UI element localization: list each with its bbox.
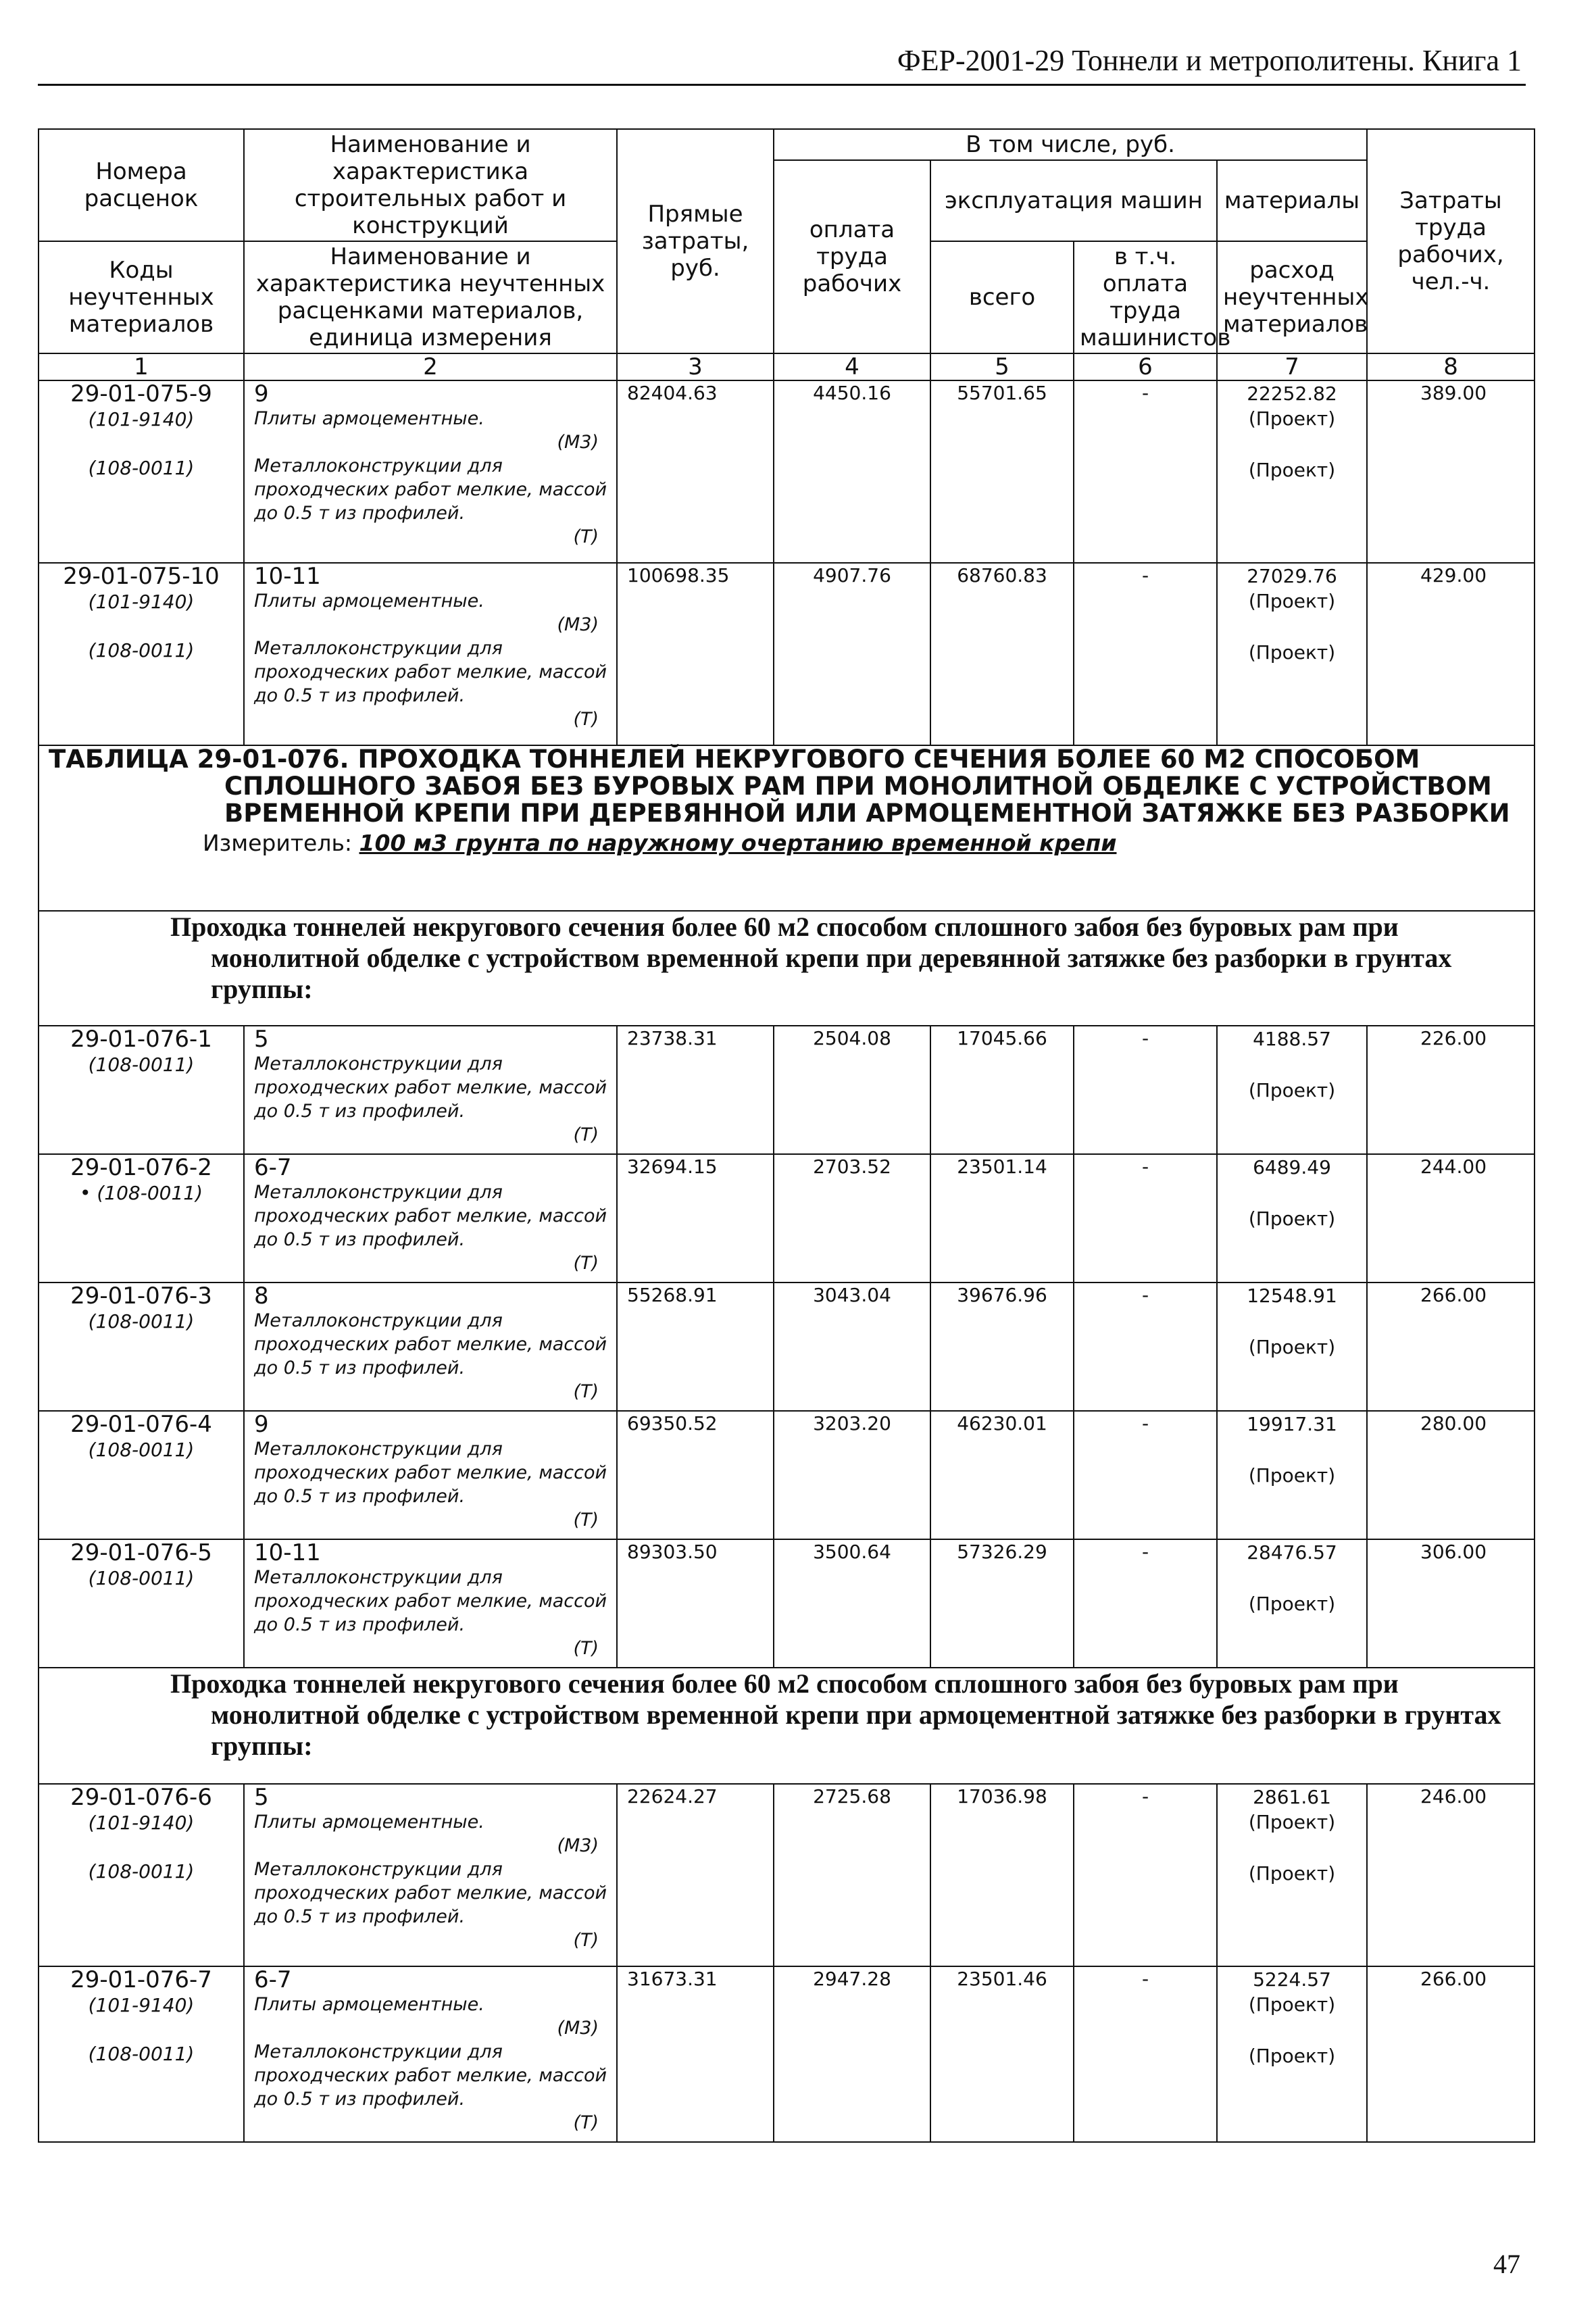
wage-cost: 3500.64 (774, 1539, 930, 1668)
page-header-title: ФЕР-2001-29 Тоннели и метрополитены. Книга 1 (897, 44, 1522, 77)
material-unit: (Т) (573, 1510, 599, 1530)
material-name: Металлоконструкции для проходческих работ мелкие, массой до 0.5 т из профилей. (254, 1053, 607, 1122)
rate-code: 29-01-076-4 (70, 1411, 212, 1438)
col-number: 1 (39, 353, 244, 380)
price-table (38, 128, 1535, 2143)
wage-cost: 3203.20 (774, 1411, 930, 1539)
project-mark: (Проект) (1248, 1993, 1336, 2016)
material-name: Металлоконструкции для проходческих работ мелкие, массой до 0.5 т из профилей. (254, 1182, 607, 1250)
wage-cost: 2725.68 (774, 1784, 930, 1966)
table-title-row (39, 745, 1535, 911)
materials-cost: 4188.57 (1253, 1028, 1331, 1050)
materials-cost: 6489.49 (1253, 1156, 1331, 1178)
material-code: (108-0011) (88, 1439, 195, 1461)
rate-code: 29-01-076-7 (70, 1966, 212, 1993)
direct-cost: 31673.31 (617, 1966, 774, 2142)
machines-wage: - (1074, 380, 1217, 563)
rate-code: 29-01-076-5 (70, 1539, 212, 1566)
project-mark: (Проект) (1248, 2045, 1336, 2067)
wage-cost: 2947.28 (774, 1966, 930, 2142)
material-code: (108-0011) (88, 639, 195, 662)
section-row (39, 911, 1535, 1026)
labor-cost: 389.00 (1367, 380, 1535, 563)
col-number: 3 (617, 353, 774, 380)
col-number: 7 (1217, 353, 1367, 380)
material-unit: (М3) (557, 2018, 599, 2039)
machines-cost: 23501.46 (930, 1966, 1074, 2142)
meter-line (49, 830, 1524, 856)
material-code: (108-0011) (88, 1567, 195, 1589)
material-unit: (Т) (573, 1381, 599, 1402)
material-name: Металлоконструкции для проходческих работ мелкие, массой до 0.5 т из профилей. (254, 1310, 607, 1378)
soil-group: 10-11 (254, 563, 321, 590)
rate-code: 29-01-076-6 (70, 1784, 212, 1811)
materials-cost: 19917.31 (1247, 1413, 1337, 1435)
header-materials-sub: расход неучтенных материалов (1217, 241, 1367, 353)
soil-group: 9 (254, 380, 269, 407)
material-unit: (Т) (573, 709, 599, 730)
machines-cost: 46230.01 (930, 1411, 1074, 1539)
table-title: ТАБЛИЦА 29-01-076. ПРОХОДКА ТОННЕЛЕЙ НЕКРУГОВОГО СЕЧЕНИЯ БОЛЕЕ 60 М2 СПОСОБОМ СПЛОШНОГО ЗАБОЯ БЕЗ БУРОВЫХ РАМ ПРИ МОНОЛИТНОЙ ОБДЕЛКЕ С УСТРОЙСТВОМ ВРЕМЕННОЙ КРЕПИ ПРИ ДЕРЕВЯННОЙ ИЛИ АРМОЦЕМЕНТНОЙ ЗАТЯЖКЕ БЕЗ РАЗБОРКИ (49, 745, 1510, 828)
materials-cost: 12548.91 (1247, 1285, 1337, 1307)
wage-cost: 4450.16 (774, 380, 930, 563)
materials-cost: 2861.61 (1253, 1786, 1331, 1808)
material-name: Металлоконструкции для проходческих работ мелкие, массой до 0.5 т из профилей. (254, 638, 607, 706)
machines-wage: - (1074, 1283, 1217, 1411)
project-mark: (Проект) (1248, 1079, 1336, 1101)
wage-cost: 3043.04 (774, 1283, 930, 1411)
page-number: 47 (1493, 2249, 1520, 2279)
col-number: 4 (774, 353, 930, 380)
project-mark: (Проект) (1248, 459, 1336, 481)
wage-cost: 4907.76 (774, 563, 930, 745)
header-rule (38, 84, 1526, 86)
meter-label: Измеритель: (203, 830, 353, 856)
table-row (39, 1539, 1535, 1668)
section-title: Проходка тоннелей некругового сечения более 60 м2 способом сплошного забоя без буровых рам при монолитной обделке с устройством временной крепи при деревянной затяжке без разборки в грунтах группы: (170, 912, 1452, 1004)
material-unit: (Т) (573, 2112, 599, 2133)
material-name: Металлоконструкции для проходческих работ мелкие, массой до 0.5 т из профилей. (254, 455, 607, 524)
col-number: 6 (1074, 353, 1217, 380)
machines-cost: 23501.14 (930, 1154, 1074, 1283)
direct-cost: 55268.91 (617, 1283, 774, 1411)
soil-group: 8 (254, 1283, 269, 1310)
table-row (39, 1283, 1535, 1411)
header-materials: материалы (1217, 160, 1367, 241)
material-name: Плиты армоцементные. (254, 408, 484, 429)
material-code: (101-9140) (88, 1994, 195, 2016)
header-machines: эксплуатация машин (930, 160, 1217, 241)
material-unit: (Т) (573, 1124, 599, 1145)
project-mark: (Проект) (1248, 1464, 1336, 1487)
project-mark: (Проект) (1248, 1336, 1336, 1358)
soil-group: 5 (254, 1026, 269, 1053)
material-name: Плиты армоцементные. (254, 591, 484, 612)
header-including: В том числе, руб. (774, 129, 1367, 160)
rate-code: 29-01-075-9 (70, 380, 212, 407)
machines-wage: - (1074, 1026, 1217, 1154)
material-unit: (Т) (573, 526, 599, 547)
material-name: Плиты армоцементные. (254, 1994, 484, 2015)
soil-group: 6-7 (254, 1966, 292, 1993)
machines-cost: 17036.98 (930, 1784, 1074, 1966)
col-number: 5 (930, 353, 1074, 380)
labor-cost: 306.00 (1367, 1539, 1535, 1668)
soil-group: 6-7 (254, 1154, 292, 1181)
table-row (39, 563, 1535, 745)
table-row (39, 1026, 1535, 1154)
header-codes-bottom: Коды неучтенных материалов (39, 241, 244, 353)
wage-cost: 2504.08 (774, 1026, 930, 1154)
material-unit: (М3) (557, 614, 599, 635)
rate-code: 29-01-076-3 (70, 1283, 212, 1310)
machines-cost: 55701.65 (930, 380, 1074, 563)
material-name: Металлоконструкции для проходческих работ мелкие, массой до 0.5 т из профилей. (254, 1439, 607, 1507)
labor-cost: 266.00 (1367, 1283, 1535, 1411)
material-code: (101-9140) (88, 1812, 195, 1834)
section-title: Проходка тоннелей некругового сечения более 60 м2 способом сплошного забоя без буровых рам при монолитной обделке с устройством временной крепи при армоцементной затяжке без разборки в грунтах группы: (170, 1668, 1501, 1761)
soil-group: 9 (254, 1411, 269, 1438)
labor-cost: 266.00 (1367, 1966, 1535, 2142)
labor-cost: 246.00 (1367, 1784, 1535, 1966)
direct-cost: 32694.15 (617, 1154, 774, 1283)
material-unit: (Т) (573, 1253, 599, 1274)
material-unit: (Т) (573, 1638, 599, 1659)
header-machines-total: всего (930, 241, 1074, 353)
table-row (39, 380, 1535, 563)
materials-cost: 22252.82 (1247, 382, 1337, 405)
machines-wage: - (1074, 1154, 1217, 1283)
header-labor: Затраты труда рабочих, чел.-ч. (1367, 129, 1535, 353)
table-row (39, 1154, 1535, 1283)
project-mark: (Проект) (1248, 1593, 1336, 1615)
machines-wage: - (1074, 1411, 1217, 1539)
machines-wage: - (1074, 1784, 1217, 1966)
machines-cost: 39676.96 (930, 1283, 1074, 1411)
header-wage: оплата труда рабочих (774, 160, 930, 353)
wage-cost: 2703.52 (774, 1154, 930, 1283)
header-direct-costs: Прямые затраты, руб. (617, 129, 774, 353)
labor-cost: 226.00 (1367, 1026, 1535, 1154)
material-name: Плиты армоцементные. (254, 1812, 484, 1833)
material-unit: (М3) (557, 1835, 599, 1856)
material-code: (101-9140) (88, 408, 195, 430)
material-code: (108-0011) (88, 2043, 195, 2065)
table-row (39, 1784, 1535, 1966)
materials-cost: 5224.57 (1253, 1968, 1331, 1991)
project-mark: (Проект) (1248, 641, 1336, 664)
labor-cost: 280.00 (1367, 1411, 1535, 1539)
machines-wage: - (1074, 1966, 1217, 2142)
labor-cost: 429.00 (1367, 563, 1535, 745)
header-name-top: Наименование и характеристика строительных работ и конструкций (244, 129, 617, 241)
table-row (39, 1411, 1535, 1539)
meter-value: 100 м3 грунта по наружному очертанию временной крепи (359, 830, 1117, 856)
col-number: 2 (244, 353, 617, 380)
rate-code: 29-01-076-2 (70, 1154, 212, 1181)
machines-cost: 57326.29 (930, 1539, 1074, 1668)
project-mark: (Проект) (1248, 1811, 1336, 1833)
direct-cost: 100698.35 (617, 563, 774, 745)
materials-cost: 27029.76 (1247, 565, 1337, 587)
material-code: • (108-0011) (79, 1182, 203, 1204)
material-unit: (М3) (557, 432, 599, 453)
direct-cost: 23738.31 (617, 1026, 774, 1154)
machines-wage: - (1074, 563, 1217, 745)
direct-cost: 69350.52 (617, 1411, 774, 1539)
soil-group: 5 (254, 1784, 269, 1811)
project-mark: (Проект) (1248, 407, 1336, 430)
header-name-bottom: Наименование и характеристика неучтенных расценками материалов, единица измерения (244, 241, 617, 353)
material-name: Металлоконструкции для проходческих работ мелкие, массой до 0.5 т из профилей. (254, 1859, 607, 1927)
project-mark: (Проект) (1248, 1862, 1336, 1885)
machines-cost: 17045.66 (930, 1026, 1074, 1154)
project-mark: (Проект) (1248, 590, 1336, 612)
header-machines-wage: в т.ч. оплата труда машинистов (1074, 241, 1217, 353)
table-row (39, 1966, 1535, 2142)
material-name: Металлоконструкции для проходческих работ мелкие, массой до 0.5 т из профилей. (254, 2041, 607, 2110)
material-code: (101-9140) (88, 591, 195, 613)
soil-group: 10-11 (254, 1539, 321, 1566)
labor-cost: 244.00 (1367, 1154, 1535, 1283)
col-number: 8 (1367, 353, 1535, 380)
material-code: (108-0011) (88, 1053, 195, 1076)
project-mark: (Проект) (1248, 1208, 1336, 1230)
material-name: Металлоконструкции для проходческих работ мелкие, массой до 0.5 т из профилей. (254, 1567, 607, 1635)
material-code: (108-0011) (88, 1310, 195, 1333)
materials-cost: 28476.57 (1247, 1541, 1337, 1564)
material-code: (108-0011) (88, 457, 195, 479)
machines-cost: 68760.83 (930, 563, 1074, 745)
section-row (39, 1668, 1535, 1784)
direct-cost: 89303.50 (617, 1539, 774, 1668)
machines-wage: - (1074, 1539, 1217, 1668)
header-codes-top: Номера расценок (39, 129, 244, 241)
material-code: (108-0011) (88, 1860, 195, 1883)
material-unit: (Т) (573, 1930, 599, 1951)
direct-cost: 82404.63 (617, 380, 774, 563)
direct-cost: 22624.27 (617, 1784, 774, 1966)
rate-code: 29-01-076-1 (70, 1026, 212, 1053)
rate-code: 29-01-075-10 (63, 563, 220, 590)
